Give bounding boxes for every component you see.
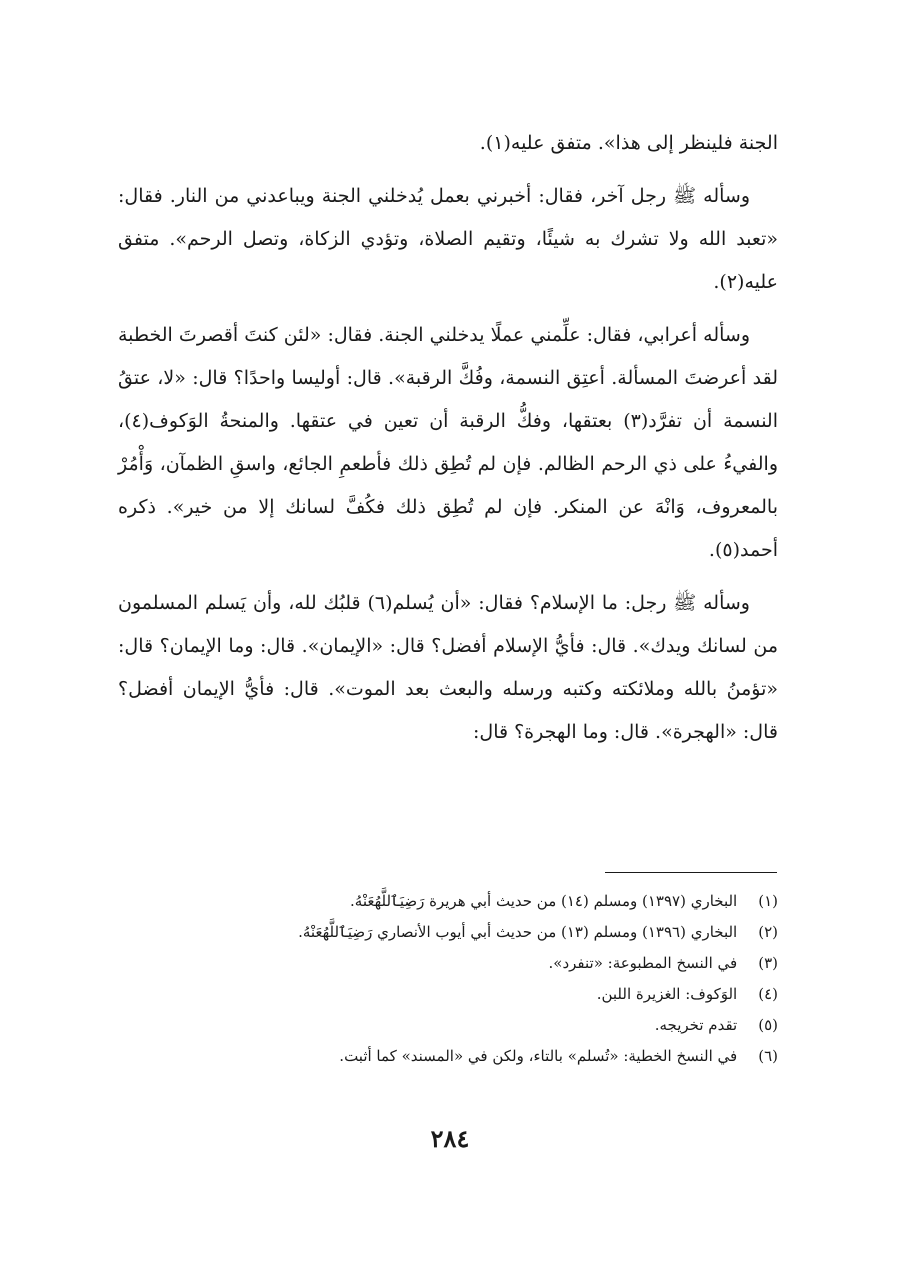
footnote-item bbox=[118, 886, 778, 917]
paragraph-bedouin-question: وسأله أعرابي، فقال: علِّمني عملًا يدخلني الجنة. فقال: «لئن كنتَ أقصرتَ الخطبة لقد أعرضتَ المسألة. أعتِق النسمة، وفُكَّ الرقبة». قال: أوليسا واحدًا؟ قال: «لا، عتقُ النسمة أن تفرَّد(٣) بعتقها، وفكُّ الرقبة أن تعين في عتقها. والمنحةُ الوَكوف(٤)، والفيءُ على ذي الرحم الظالم. فإن لم تُطِق ذلك فأطعمِ الجائع، واسقِ الظمآن، وَأْمُرْ بالمعروف، وَانْهَ عن المنكر. فإن لم تُطِق ذلك فكُفَّ لسانك إلا من خير». ذكره أحمد(٥). bbox=[118, 324, 778, 561]
footnote-text: في النسخ الخطية: «تُسلم» بالتاء، ولكن في «المسند» كما أثبت. bbox=[339, 1047, 738, 1065]
footnote-text: تقدم تخريجه. bbox=[654, 1016, 738, 1034]
footnote-separator bbox=[605, 872, 777, 873]
footnote-item bbox=[118, 948, 778, 979]
footnote-number: (٣) bbox=[758, 954, 778, 972]
paragraph-second-question: وسأله ﷺ رجل آخر، فقال: أخبرني بعمل يُدخلني الجنة ويباعدني من النار. فقال: «تعبد الله ولا تشرك به شيئًا، وتقيم الصلاة، وتؤدي الزكاة، وتصل الرحم». متفق عليه(٢). bbox=[118, 185, 778, 293]
footnote-item bbox=[118, 917, 778, 948]
footnote-item bbox=[118, 1010, 778, 1041]
footnote-number: (٥) bbox=[758, 1016, 778, 1034]
footnote-number: (١) bbox=[758, 892, 778, 910]
footnotes bbox=[118, 886, 778, 1072]
footnote-text: البخاري (١٣٩٧) ومسلم (١٤) من حديث أبي هريرة رَضِيَٱللَّهُعَنْهُ. bbox=[350, 892, 738, 910]
footnote-item bbox=[118, 979, 778, 1010]
footnote-text: في النسخ المطبوعة: «تنفرد». bbox=[548, 954, 738, 972]
main-text bbox=[118, 122, 778, 764]
footnote-text: الوَكوف: الغزيرة اللبن. bbox=[596, 985, 738, 1003]
footnote-item bbox=[118, 1041, 778, 1072]
page-number: ٢٨٤ bbox=[430, 1124, 470, 1153]
footnote-number: (٢) bbox=[758, 923, 778, 941]
footnote-number: (٦) bbox=[758, 1047, 778, 1065]
footnote-number: (٤) bbox=[758, 985, 778, 1003]
paragraph-islam-question: وسأله ﷺ رجل: ما الإسلام؟ فقال: «أن يُسلم(٦) قلبُك لله، وأن يَسلم المسلمون من لسانك ويدك». قال: فأيُّ الإسلام أفضل؟ قال: «الإيمان». قال: وما الإيمان؟ قال: «تؤمنُ بالله وملائكته وكتبه ورسله والبعث بعد الموت». قال: فأيُّ الإيمان أفضل؟ قال: «الهجرة». قال: وما الهجرة؟ قال: bbox=[118, 592, 778, 743]
footnote-text: البخاري (١٣٩٦) ومسلم (١٣) من حديث أبي أيوب الأنصاري رَضِيَٱللَّهُعَنْهُ. bbox=[298, 923, 738, 941]
paragraph-continuation: الجنة فلينظر إلى هذا». متفق عليه(١). bbox=[479, 132, 778, 154]
